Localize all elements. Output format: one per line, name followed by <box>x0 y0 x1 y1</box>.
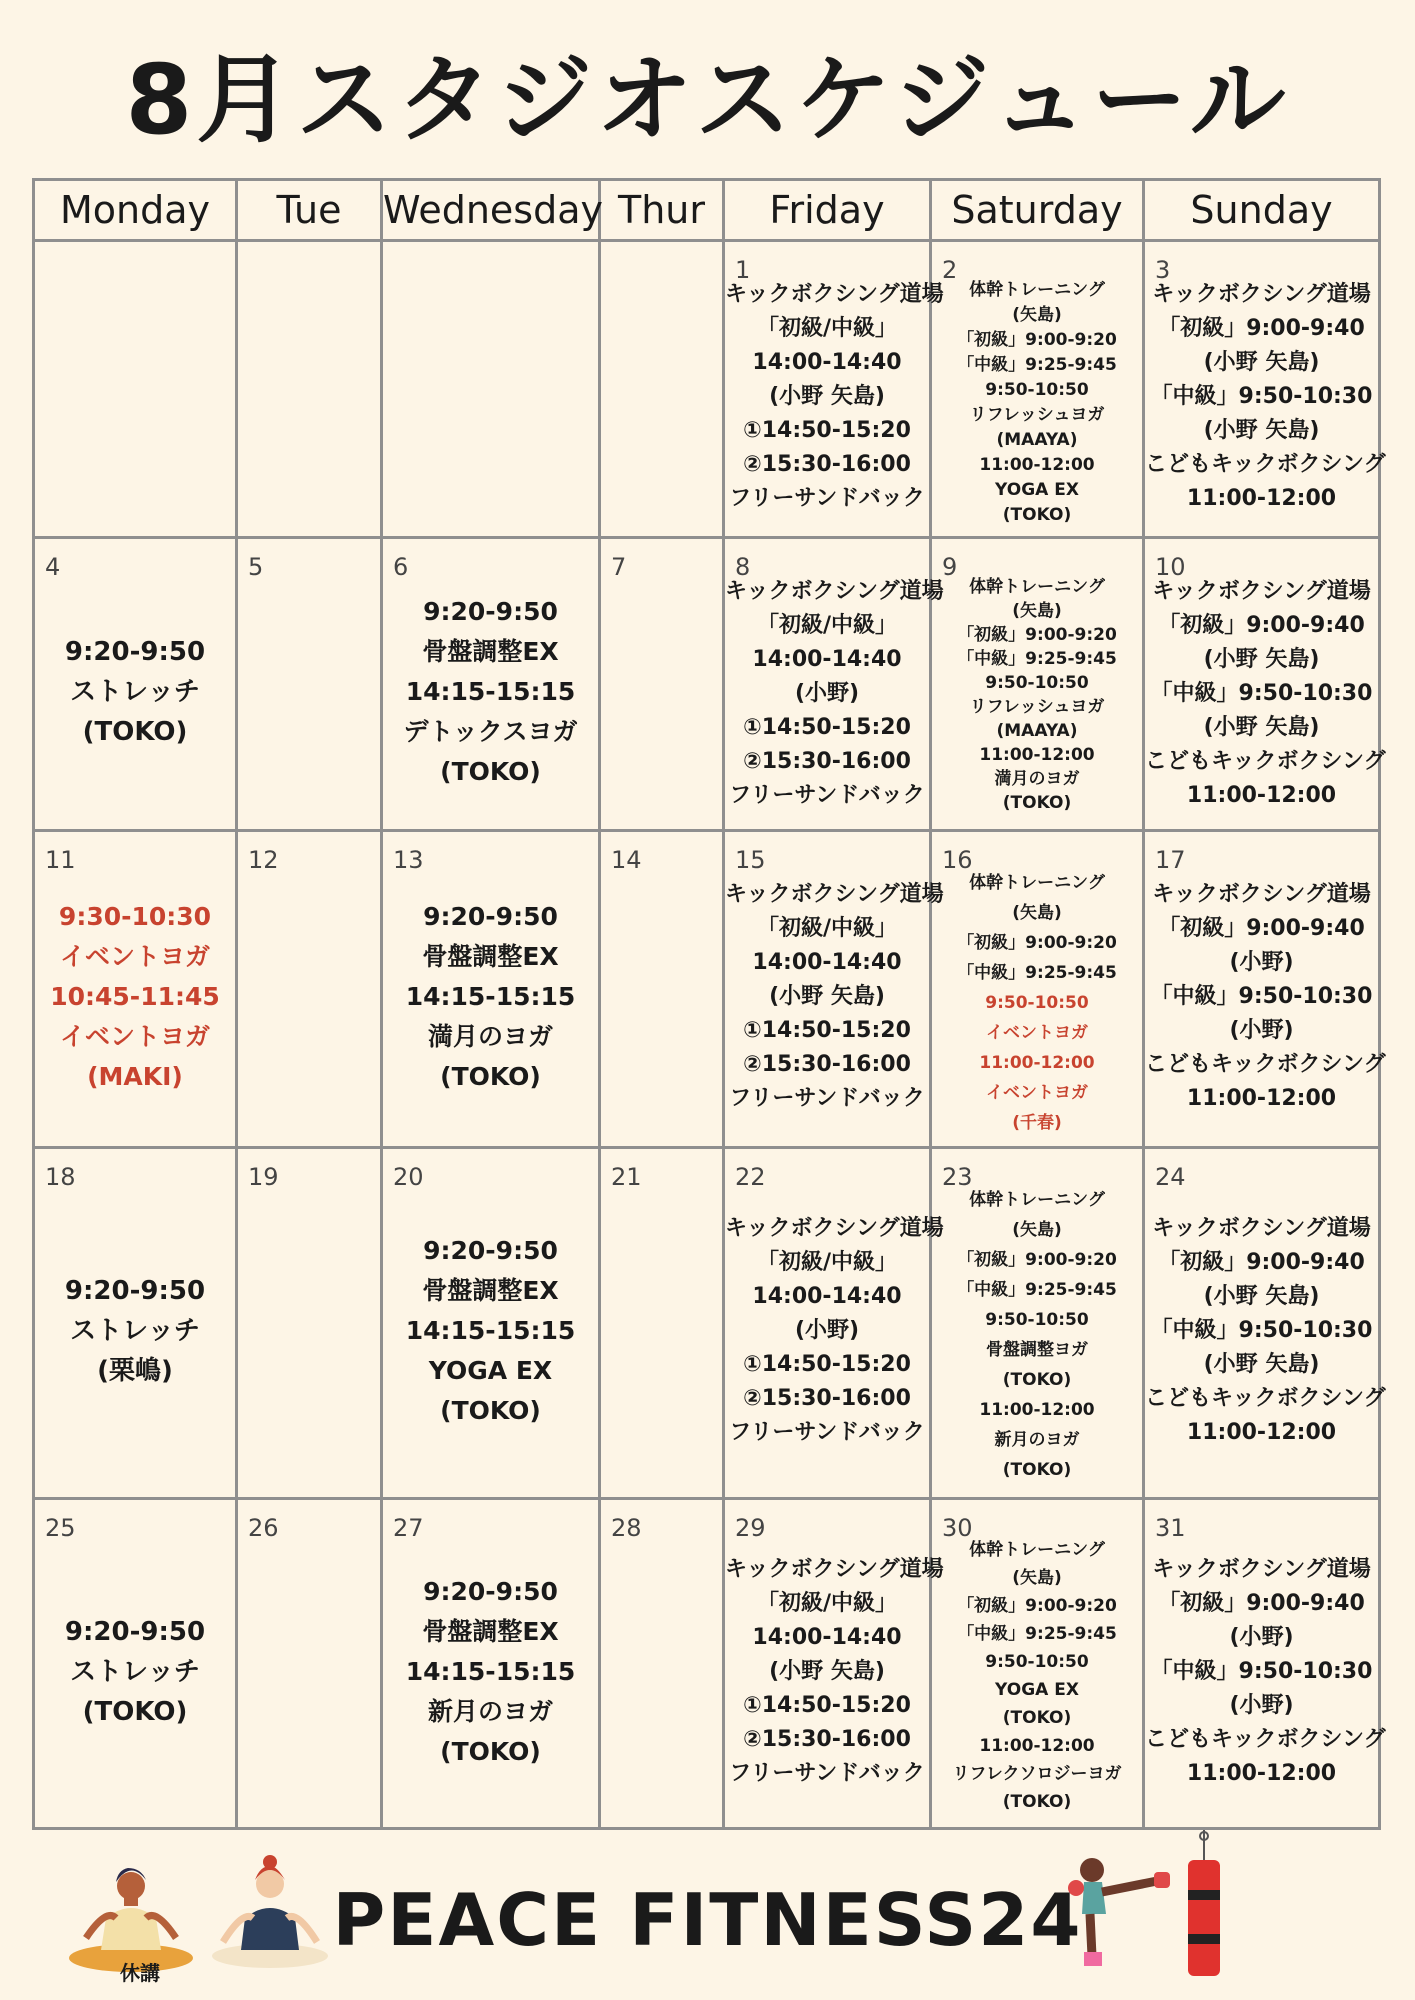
schedule-line: YOGA EX <box>428 1356 553 1385</box>
schedule-line: 体幹トレーニング <box>969 577 1105 597</box>
schedule-line: (TOKO) <box>440 1062 541 1091</box>
schedule-line: 14:15-15:15 <box>405 677 576 706</box>
schedule-line: YOGA EX <box>995 1680 1079 1700</box>
schedule-line: 骨盤調整EX <box>422 1617 559 1646</box>
schedule-line: 「初級/中級」 <box>756 1591 898 1616</box>
day-cell-wednesday <box>382 831 600 1148</box>
schedule-line: リフレッシュヨガ <box>969 697 1105 717</box>
schedule-line: (矢島) <box>1012 305 1062 325</box>
schedule-line: キックボクシング道場 <box>1152 1557 1371 1582</box>
day-cell-sunday <box>1144 831 1386 1148</box>
schedule-line: 骨盤調整EX <box>422 637 559 666</box>
schedule-line: フリーサンドバック <box>729 783 925 808</box>
schedule-line: 9:20-9:50 <box>423 597 558 626</box>
week-row <box>34 241 1380 538</box>
schedule-line: (小野 矢島) <box>1203 350 1320 375</box>
schedule-line: 骨盤調整EX <box>422 1276 559 1305</box>
schedule-line: (TOKO) <box>1002 1370 1072 1390</box>
class-schedule <box>932 575 1142 815</box>
day-cell-saturday <box>931 538 1144 831</box>
schedule-line: 11:00-12:00 <box>979 1736 1095 1756</box>
class-schedule <box>35 1612 235 1732</box>
schedule-line: ②15:30-16:00 <box>743 1727 911 1752</box>
class-schedule <box>725 575 944 813</box>
day-cell-thursday <box>600 241 724 538</box>
schedule-line: 11:00-12:00 <box>1186 486 1337 511</box>
day-number: 3 <box>1155 256 1171 284</box>
schedule-line: 14:15-15:15 <box>405 1316 576 1345</box>
schedule-line: (矢島) <box>1012 1220 1062 1240</box>
day-cell-friday <box>724 538 944 831</box>
schedule-line: (矢島) <box>1012 903 1062 923</box>
day-cell-sunday <box>1144 1148 1386 1499</box>
day-cell-monday <box>34 831 237 1148</box>
schedule-line: キックボクシング道場 <box>1152 282 1371 307</box>
schedule-line: 「初級」9:00-9:20 <box>957 625 1117 645</box>
schedule-line: フリーサンドバック <box>729 1086 925 1111</box>
day-cell-monday <box>34 1499 237 1829</box>
schedule-line: フリーサンドバック <box>729 1761 925 1786</box>
schedule-line: 10:45-11:45 <box>50 982 220 1011</box>
schedule-line: キックボクシング道場 <box>725 579 944 604</box>
schedule-line: 9:20-9:50 <box>64 1276 206 1306</box>
schedule-line: イベントヨガ <box>986 1083 1088 1103</box>
schedule-line: (矢島) <box>1012 601 1062 621</box>
schedule-line: 9:20-9:50 <box>423 902 558 931</box>
day-number: 6 <box>393 553 409 581</box>
class-schedule <box>35 632 235 752</box>
day-number: 26 <box>248 1514 279 1542</box>
day-cell-friday <box>724 1148 944 1499</box>
day-cell-thursday <box>600 1148 724 1499</box>
schedule-line: 新月のヨガ <box>994 1430 1080 1450</box>
class-schedule <box>932 1536 1142 1816</box>
schedule-line: 体幹トレーニング <box>969 873 1105 893</box>
schedule-line: 9:20-9:50 <box>64 1617 206 1647</box>
day-number: 4 <box>45 553 61 581</box>
day-cell-saturday <box>931 831 1144 1148</box>
day-cell-wednesday <box>382 1148 600 1499</box>
schedule-line: (小野 矢島) <box>769 384 885 409</box>
schedule-line: ①14:50-15:20 <box>743 715 911 740</box>
class-schedule <box>932 1185 1142 1485</box>
schedule-line: 満月のヨガ <box>427 1022 553 1051</box>
day-cell-tuesday <box>237 1499 382 1829</box>
schedule-line: 「中級」9:50-10:30 <box>1150 384 1373 409</box>
day-number: 30 <box>942 1514 973 1542</box>
schedule-line: 11:00-12:00 <box>979 1400 1095 1420</box>
schedule-line: 14:00-14:40 <box>752 350 902 375</box>
schedule-line: ②15:30-16:00 <box>743 452 911 477</box>
day-number: 20 <box>393 1163 424 1191</box>
schedule-line: 新月のヨガ <box>427 1697 553 1726</box>
schedule-line: ①14:50-15:20 <box>743 1352 911 1377</box>
schedule-line: 「中級」9:50-10:30 <box>1150 984 1373 1009</box>
day-cell-tuesday <box>237 1148 382 1499</box>
class-schedule <box>725 1553 944 1791</box>
schedule-line: 「中級」9:50-10:30 <box>1150 1659 1373 1684</box>
schedule-line: 「初級」9:00-9:20 <box>957 1596 1117 1616</box>
class-schedule <box>383 1572 598 1772</box>
schedule-line: ストレッチ <box>70 1657 200 1687</box>
schedule-line: 11:00-12:00 <box>1186 783 1337 808</box>
schedule-line: (小野) <box>1229 950 1294 975</box>
schedule-line: (小野) <box>1229 1625 1294 1650</box>
day-cell-saturday <box>931 1148 1144 1499</box>
schedule-line: 9:20-9:50 <box>64 637 206 667</box>
schedule-line: 14:15-15:15 <box>405 982 576 1011</box>
schedule-line: 9:50-10:50 <box>985 673 1089 693</box>
schedule-line: こどもキックボクシング <box>1145 452 1386 477</box>
schedule-line: 11:00-12:00 <box>1186 1086 1337 1111</box>
schedule-line: (小野 矢島) <box>769 1659 885 1684</box>
schedule-line: キックボクシング道場 <box>1152 1216 1371 1241</box>
day-cell-sunday <box>1144 1499 1386 1829</box>
schedule-line: ストレッチ <box>70 1316 200 1346</box>
class-schedule <box>725 878 944 1116</box>
schedule-line: (矢島) <box>1012 1568 1062 1588</box>
schedule-line: (TOKO) <box>440 1737 541 1766</box>
schedule-line: 9:20-9:50 <box>423 1577 558 1606</box>
day-cell-thursday <box>600 538 724 831</box>
schedule-line: ②15:30-16:00 <box>743 749 911 774</box>
schedule-line: 14:00-14:40 <box>752 1284 902 1309</box>
schedule-line: こどもキックボクシング <box>1145 1727 1386 1752</box>
day-number: 5 <box>248 553 264 581</box>
schedule-line: キックボクシング道場 <box>725 1557 944 1582</box>
day-cell-wednesday <box>382 538 600 831</box>
schedule-line: キックボクシング道場 <box>1152 579 1371 604</box>
schedule-line: 9:50-10:50 <box>985 1652 1089 1672</box>
schedule-line: こどもキックボクシング <box>1145 749 1386 774</box>
schedule-line: 「初級」9:00-9:20 <box>957 1250 1117 1270</box>
schedule-line: 9:50-10:50 <box>985 1310 1089 1330</box>
schedule-line: フリーサンドバック <box>729 486 925 511</box>
schedule-line: 「中級」9:25-9:45 <box>957 649 1117 669</box>
brand-name: PEACE FITNESS24 <box>332 1878 1083 1962</box>
schedule-line: こどもキックボクシング <box>1145 1052 1386 1077</box>
schedule-line: (MAKI) <box>87 1062 183 1091</box>
day-number: 8 <box>735 553 751 581</box>
schedule-line: (小野 矢島) <box>1203 647 1320 672</box>
schedule-calendar <box>32 178 1386 1830</box>
day-cell-saturday <box>931 1499 1144 1829</box>
schedule-line: 14:15-15:15 <box>405 1657 576 1686</box>
day-cell-friday <box>724 831 944 1148</box>
schedule-line: YOGA EX <box>995 480 1079 500</box>
weekday-wednesday: Wednesday <box>382 180 600 241</box>
day-number: 16 <box>942 846 973 874</box>
schedule-line: イベントヨガ <box>59 1022 210 1051</box>
schedule-line: イベントヨガ <box>59 942 210 971</box>
class-schedule <box>35 897 235 1097</box>
weekday-saturday: Saturday <box>931 180 1144 241</box>
day-cell-tuesday <box>237 241 382 538</box>
schedule-line: ①14:50-15:20 <box>743 418 911 443</box>
day-number: 31 <box>1155 1514 1186 1542</box>
day-number: 1 <box>735 256 751 284</box>
kyukou-label: 休講 <box>120 1961 160 1985</box>
class-schedule <box>383 1231 598 1431</box>
schedule-line: ②15:30-16:00 <box>743 1052 911 1077</box>
schedule-line: (小野 矢島) <box>1203 1284 1320 1309</box>
day-cell-friday <box>724 241 944 538</box>
weekday-header-row <box>34 180 1380 241</box>
schedule-line: 11:00-12:00 <box>1186 1420 1337 1445</box>
day-number: 21 <box>611 1163 642 1191</box>
schedule-line: (小野 矢島) <box>1203 715 1320 740</box>
day-number: 23 <box>942 1163 973 1191</box>
schedule-line: (小野) <box>1229 1693 1294 1718</box>
weekday-thursday: Thur <box>600 180 724 241</box>
schedule-line: ①14:50-15:20 <box>743 1693 911 1718</box>
class-schedule <box>932 278 1142 528</box>
class-schedule <box>1145 278 1386 516</box>
day-number: 29 <box>735 1514 766 1542</box>
schedule-line: デトックスヨガ <box>403 717 578 746</box>
schedule-line: キックボクシング道場 <box>725 1216 944 1241</box>
day-cell-monday <box>34 538 237 831</box>
schedule-line: (小野) <box>794 681 860 706</box>
day-number: 11 <box>45 846 76 874</box>
schedule-line: 「中級」9:25-9:45 <box>957 1624 1117 1644</box>
schedule-line: (TOKO) <box>440 757 541 786</box>
day-cell-friday <box>724 1499 944 1829</box>
schedule-line: 「中級」9:25-9:45 <box>957 1280 1117 1300</box>
schedule-line: 満月のヨガ <box>994 769 1080 789</box>
schedule-line: 「初級/中級」 <box>756 916 898 941</box>
schedule-line: (千春) <box>1012 1113 1062 1133</box>
schedule-line: 「中級」9:25-9:45 <box>957 963 1117 983</box>
schedule-line: 9:50-10:50 <box>985 380 1089 400</box>
schedule-line: (TOKO) <box>1002 1792 1072 1812</box>
class-schedule <box>1145 1212 1386 1450</box>
schedule-line: 9:50-10:50 <box>985 993 1089 1013</box>
schedule-line: (小野) <box>1229 1018 1294 1043</box>
schedule-line: 「初級」9:00-9:20 <box>957 330 1117 350</box>
schedule-line: 11:00-12:00 <box>979 745 1095 765</box>
schedule-line: (小野 矢島) <box>1203 1352 1320 1377</box>
schedule-line: キックボクシング道場 <box>725 282 944 307</box>
schedule-line: 11:00-12:00 <box>979 1053 1095 1073</box>
day-cell-tuesday <box>237 538 382 831</box>
class-schedule <box>1145 575 1386 813</box>
class-schedule <box>725 278 944 516</box>
schedule-line: (TOKO) <box>1002 505 1072 525</box>
schedule-line: ②15:30-16:00 <box>743 1386 911 1411</box>
week-row <box>34 1148 1380 1499</box>
schedule-line: 「初級」9:00-9:40 <box>1158 1591 1365 1616</box>
day-cell-thursday <box>600 831 724 1148</box>
schedule-line: (MAAYA) <box>996 721 1078 741</box>
schedule-line: 「中級」9:50-10:30 <box>1150 681 1373 706</box>
schedule-line: (TOKO) <box>82 1697 188 1727</box>
day-cell-saturday <box>931 241 1144 538</box>
schedule-line: こどもキックボクシング <box>1145 1386 1386 1411</box>
day-number: 27 <box>393 1514 424 1542</box>
day-number: 24 <box>1155 1163 1186 1191</box>
schedule-line: リフレッシュヨガ <box>969 405 1105 425</box>
day-cell-tuesday <box>237 831 382 1148</box>
day-number: 22 <box>735 1163 766 1191</box>
day-number: 17 <box>1155 846 1186 874</box>
schedule-line: 体幹トレーニング <box>969 280 1105 300</box>
class-schedule <box>1145 878 1386 1116</box>
schedule-line: (TOKO) <box>440 1396 541 1425</box>
schedule-line: 11:00-12:00 <box>979 455 1095 475</box>
schedule-line: フリーサンドバック <box>729 1420 925 1445</box>
schedule-line: (小野 矢島) <box>769 984 885 1009</box>
class-schedule <box>383 897 598 1097</box>
day-cell-sunday <box>1144 241 1386 538</box>
weekday-monday: Monday <box>34 180 237 241</box>
schedule-line: 体幹トレーニング <box>969 1190 1105 1210</box>
schedule-line: 11:00-12:00 <box>1186 1761 1337 1786</box>
schedule-line: キックボクシング道場 <box>1152 882 1371 907</box>
schedule-line: (栗嶋) <box>97 1356 173 1386</box>
day-number: 12 <box>248 846 279 874</box>
class-schedule <box>1145 1553 1386 1791</box>
day-cell-monday <box>34 241 237 538</box>
class-schedule <box>725 1212 944 1450</box>
week-row <box>34 831 1380 1148</box>
week-row <box>34 538 1380 831</box>
schedule-line: 「初級」9:00-9:20 <box>957 933 1117 953</box>
schedule-line: 「初級/中級」 <box>756 316 898 341</box>
schedule-line: 骨盤調整ヨガ <box>986 1340 1088 1360</box>
weekday-tuesday: Tue <box>237 180 382 241</box>
schedule-line: (TOKO) <box>1002 793 1072 813</box>
day-cell-wednesday <box>382 241 600 538</box>
schedule-line: (TOKO) <box>1002 1708 1072 1728</box>
schedule-line: (小野 矢島) <box>1203 418 1320 443</box>
day-cell-sunday <box>1144 538 1386 831</box>
schedule-line: (MAAYA) <box>996 430 1078 450</box>
day-number: 13 <box>393 846 424 874</box>
schedule-line: ストレッチ <box>70 677 200 707</box>
day-number: 9 <box>942 553 958 581</box>
schedule-line: (TOKO) <box>82 717 188 747</box>
day-cell-wednesday <box>382 1499 600 1829</box>
schedule-line: イベントヨガ <box>986 1023 1088 1043</box>
schedule-line: 「初級/中級」 <box>756 1250 898 1275</box>
schedule-line: 9:30-10:30 <box>58 902 212 931</box>
class-schedule <box>35 1271 235 1391</box>
day-number: 25 <box>45 1514 76 1542</box>
schedule-line: (小野) <box>794 1318 860 1343</box>
day-number: 28 <box>611 1514 642 1542</box>
week-row <box>34 1499 1380 1829</box>
day-number: 7 <box>611 553 627 581</box>
weekday-friday: Friday <box>724 180 931 241</box>
schedule-line: ①14:50-15:20 <box>743 1018 911 1043</box>
schedule-line: 「中級」9:25-9:45 <box>957 355 1117 375</box>
schedule-line: 「初級」9:00-9:40 <box>1158 1250 1365 1275</box>
class-schedule <box>383 592 598 792</box>
schedule-line: 骨盤調整EX <box>422 942 559 971</box>
day-number: 19 <box>248 1163 279 1191</box>
page-title: 8月スタジオスケジュール <box>125 44 1290 156</box>
schedule-line: 「中級」9:50-10:30 <box>1150 1318 1373 1343</box>
day-number: 2 <box>942 256 958 284</box>
class-schedule <box>932 868 1142 1138</box>
schedule-line: 「初級」9:00-9:40 <box>1158 916 1365 941</box>
schedule-line: 「初級/中級」 <box>756 613 898 638</box>
schedule-line: 9:20-9:50 <box>423 1236 558 1265</box>
schedule-line: 体幹トレーニング <box>969 1540 1105 1560</box>
schedule-line: 「初級」9:00-9:40 <box>1158 316 1365 341</box>
day-cell-thursday <box>600 1499 724 1829</box>
schedule-line: 14:00-14:40 <box>752 950 902 975</box>
schedule-line: キックボクシング道場 <box>725 882 944 907</box>
schedule-line: リフレクソロジーヨガ <box>952 1764 1122 1784</box>
day-number: 10 <box>1155 553 1186 581</box>
schedule-line: (TOKO) <box>1002 1460 1072 1480</box>
schedule-line: 「初級」9:00-9:40 <box>1158 613 1365 638</box>
day-number: 15 <box>735 846 766 874</box>
schedule-line: 14:00-14:40 <box>752 1625 902 1650</box>
day-number: 18 <box>45 1163 76 1191</box>
schedule-line: 14:00-14:40 <box>752 647 902 672</box>
weekday-sunday: Sunday <box>1144 180 1380 241</box>
day-number: 14 <box>611 846 642 874</box>
day-cell-monday <box>34 1148 237 1499</box>
